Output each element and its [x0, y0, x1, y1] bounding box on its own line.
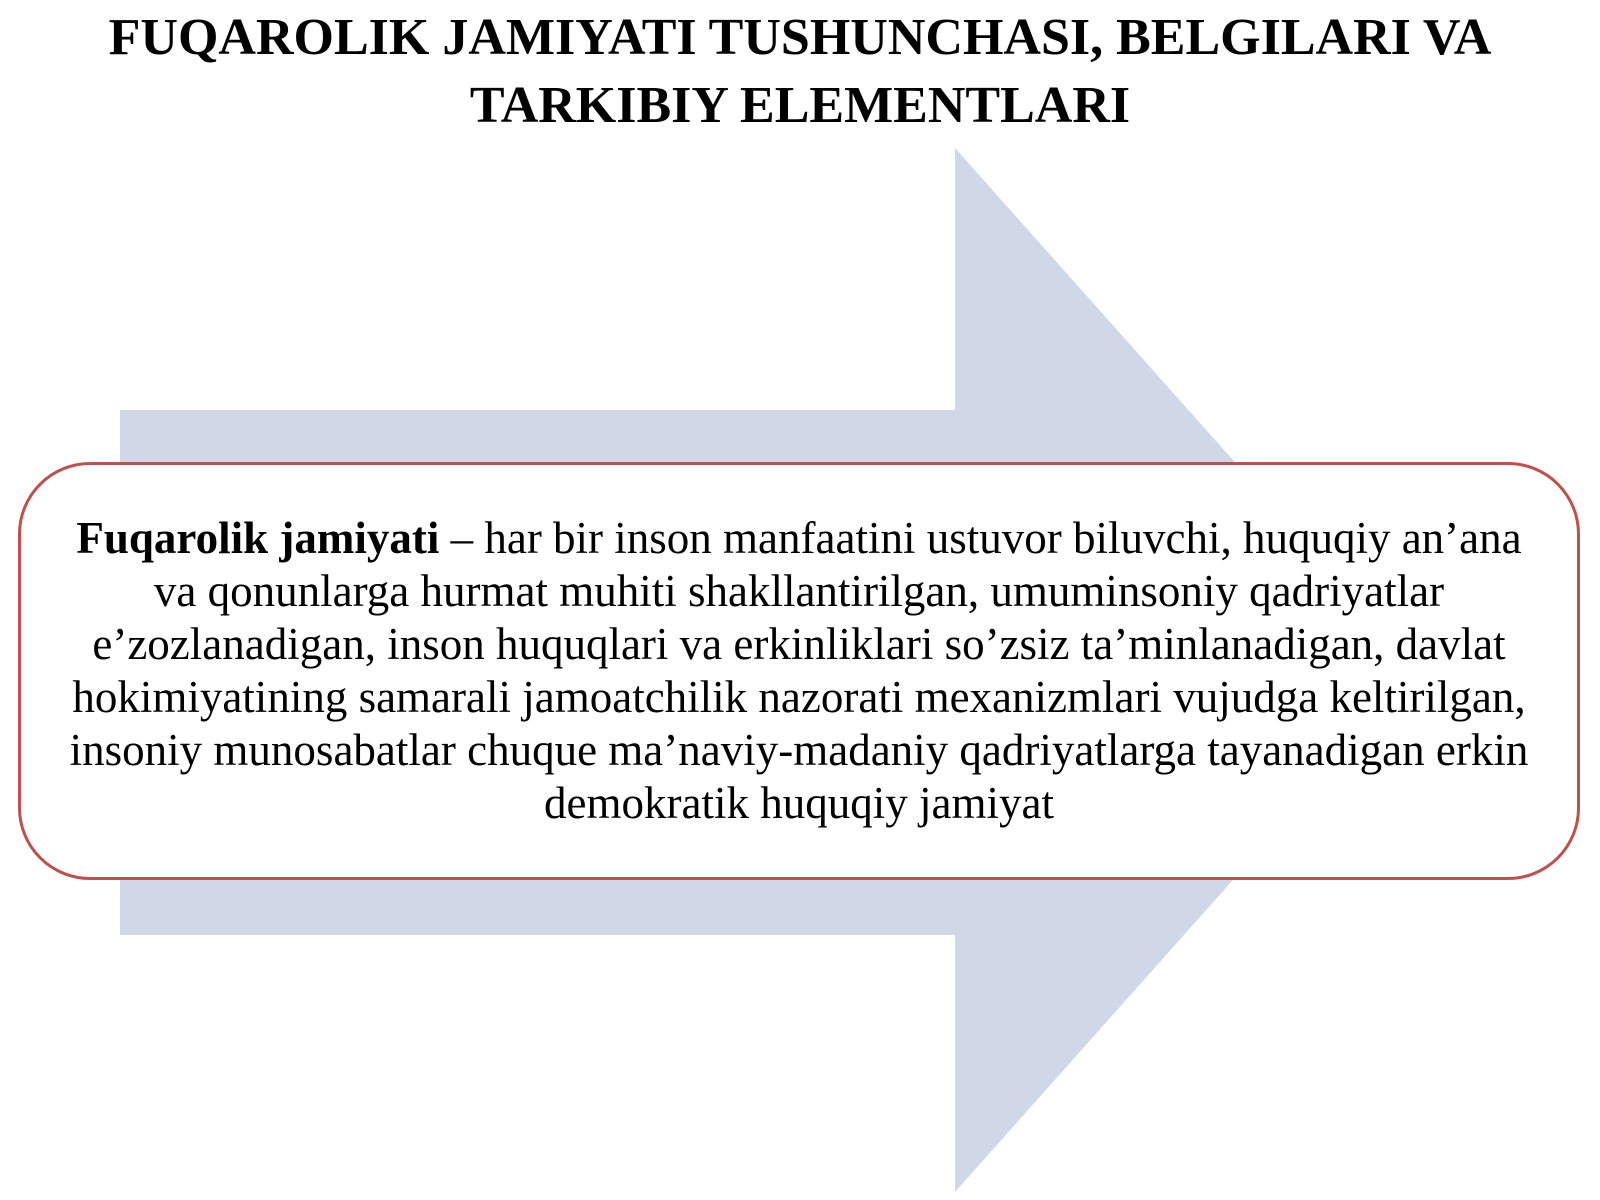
definition-body: – har bir inson manfaatini ustuvor biluvchi, huquqiy an’ana va qonunlarga hurmat muhiti shakllantirilgan, umuminsoniy qadriyatlar e’zozlanadigan, inson huquqlari va erkinliklari so’zsiz ta’minlanadigan, davlat hokimiyatining samarali jamoatchilik nazorati mexanizmlari vujudga keltirilgan, insoniy munosabatlar chuque ma’naviy-madaniy qadriyatlarga tayanadigan erkin demokratik huquqiy jamiyat: [69, 513, 1529, 828]
slide-title: FUQAROLIK JAMIYATI TUSHUNCHASI, BELGILARI VA TARKIBIY ELEMENTLARI: [108, 9, 1492, 134]
definition-text: [59, 512, 1539, 830]
definition-term: Fuqarolik jamiyati: [76, 513, 440, 563]
definition-box: [18, 462, 1580, 880]
